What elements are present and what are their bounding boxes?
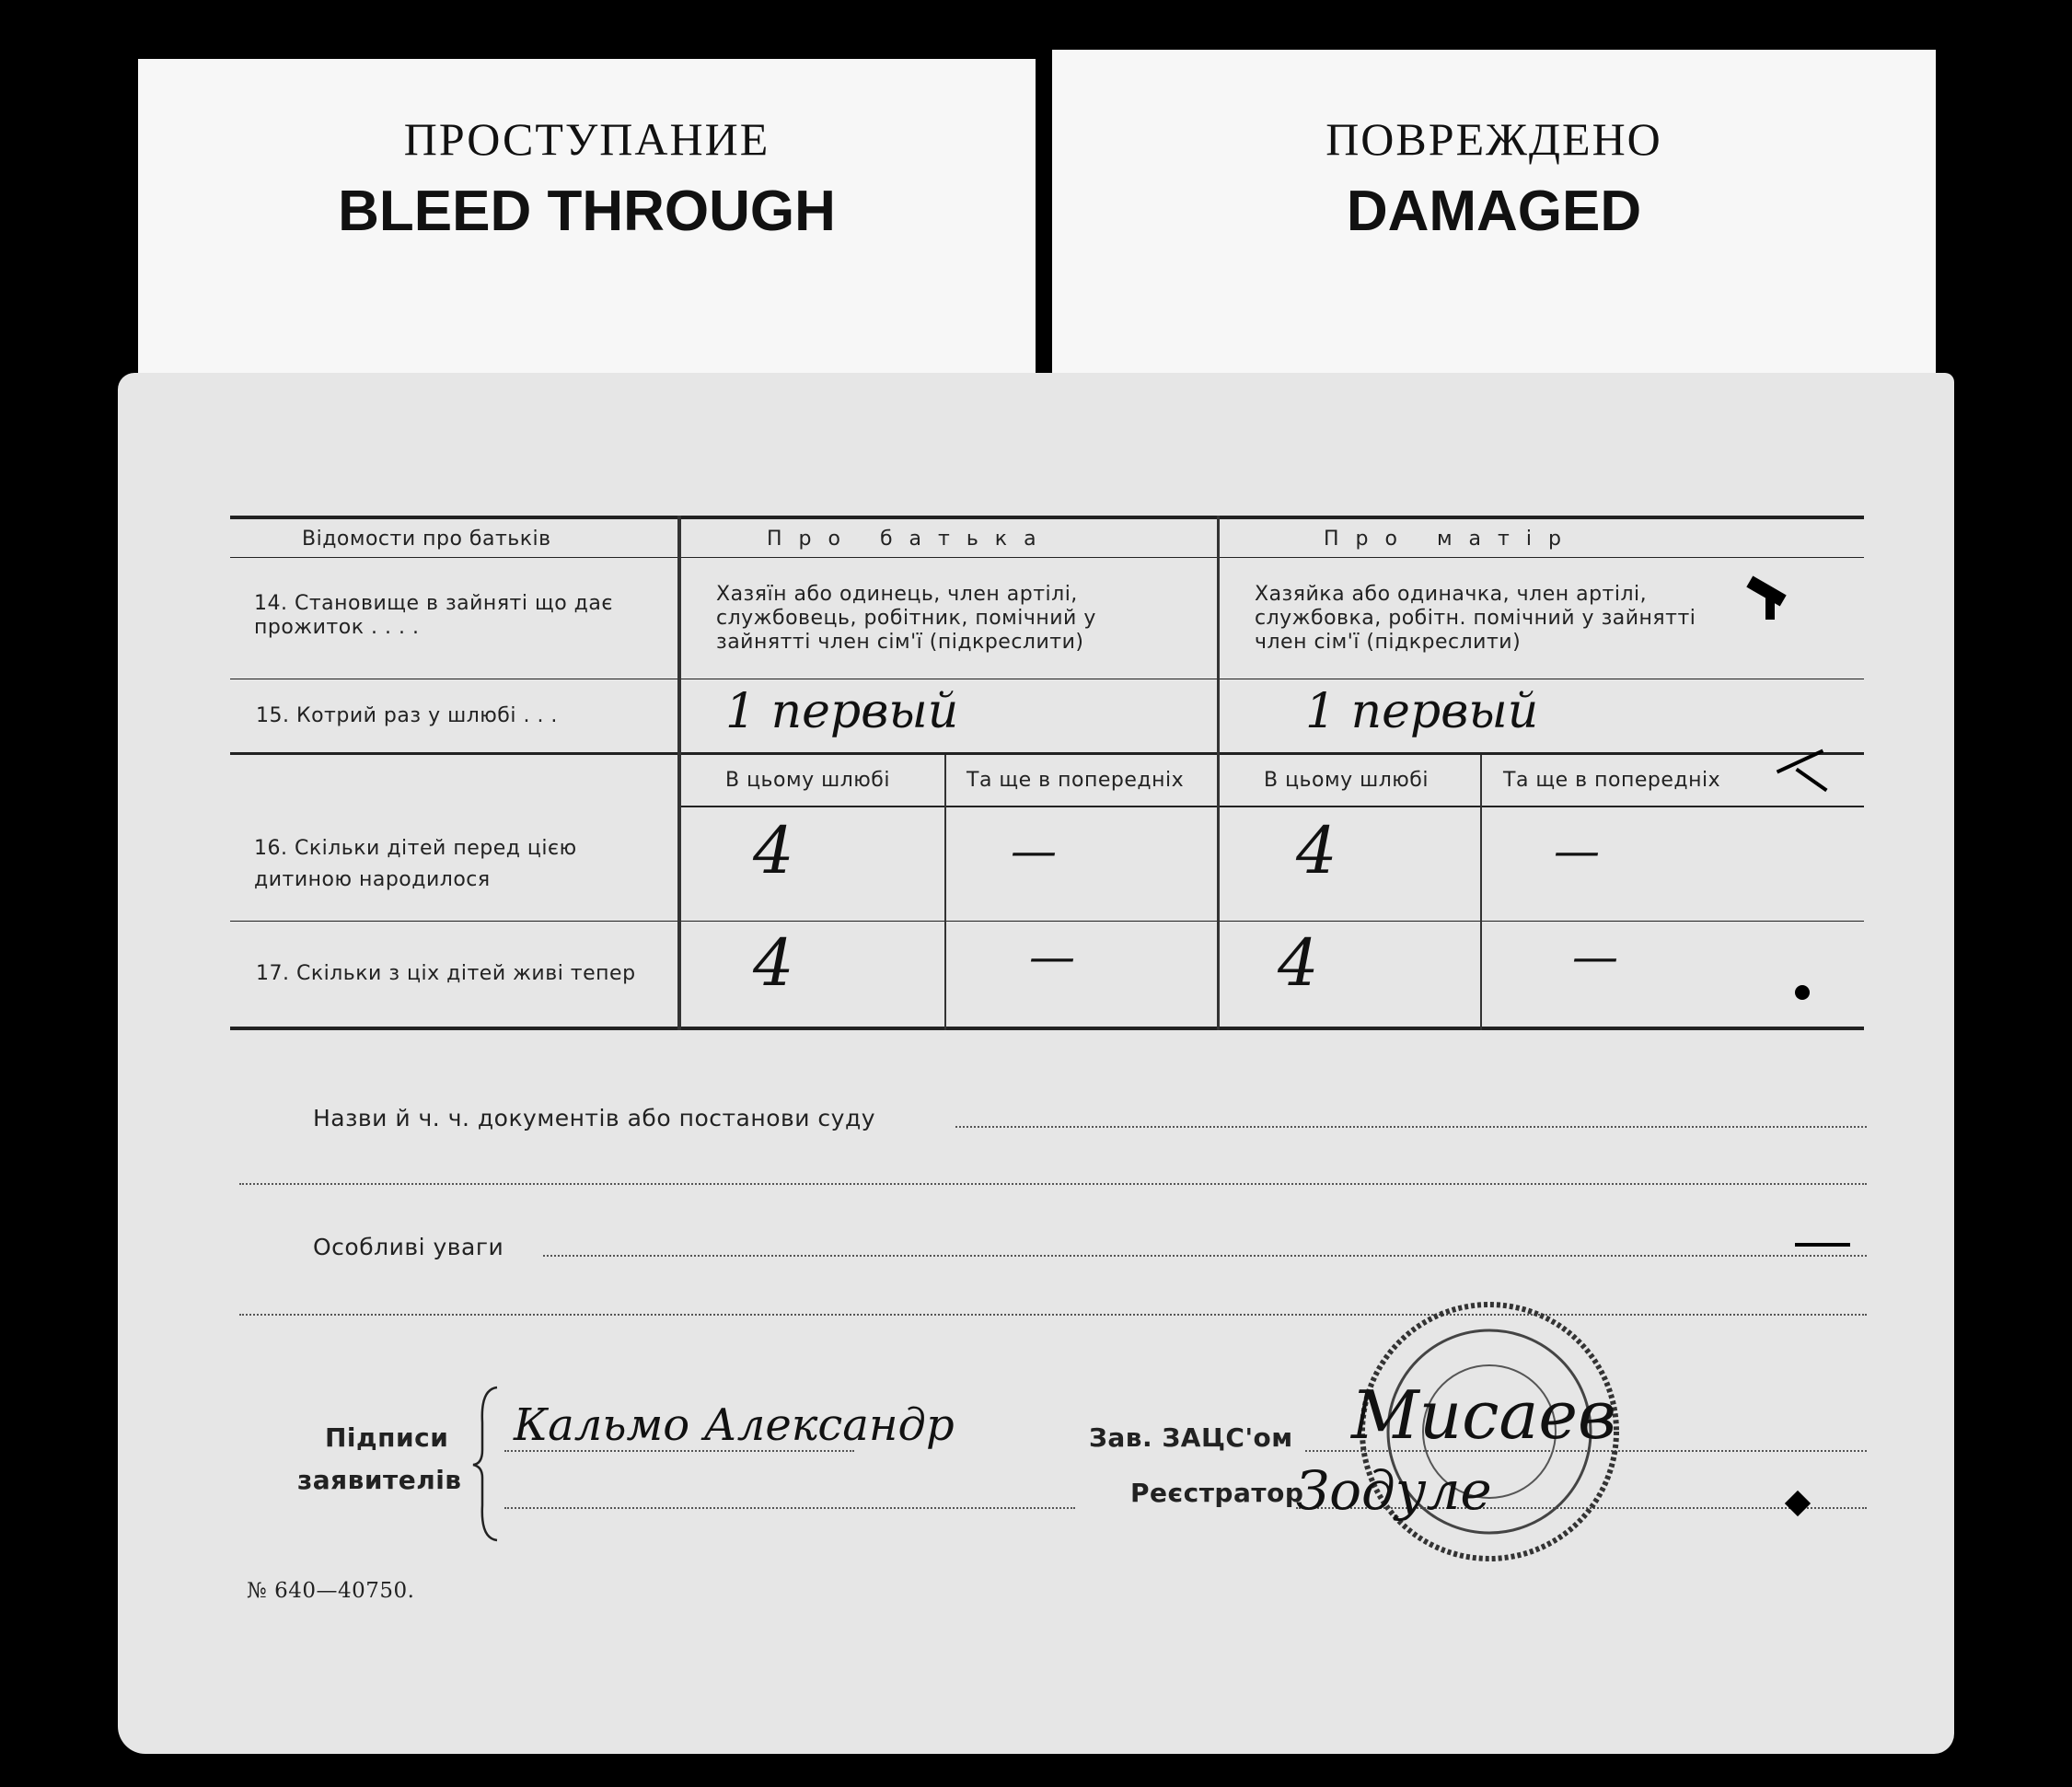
row16-father-prev: — — [1011, 824, 1057, 877]
signatures-brace — [469, 1386, 506, 1542]
row15-father-handwriting: 1 первый — [725, 684, 959, 739]
hole-mark-2 — [1785, 1491, 1811, 1516]
header-father: Про батька — [767, 528, 1053, 551]
father-previous-header: Та ще в попередніх — [967, 769, 1185, 792]
documents-label: Назви й ч. ч. документів або постанови суду — [313, 1105, 876, 1131]
documents-dotted-line — [955, 1126, 1867, 1128]
signatures-label-line2: заявителів — [297, 1465, 462, 1495]
row14-father-text: Хазяїн або одинець, член артілі, службовець, робітник, помічний у зайнятті член сім'ї (підкреслити) — [716, 583, 1096, 654]
hole-mark-1 — [1795, 985, 1810, 1000]
col-divider-1 — [677, 516, 681, 1030]
subheader-border — [677, 806, 1864, 807]
registration-form — [118, 373, 1954, 1754]
header-mother: Про матір — [1324, 528, 1578, 551]
card-left-ru-text: ПРОСТУПАНИЕ — [403, 113, 770, 165]
card-left-en-text: BLEED THROUGH — [338, 180, 836, 243]
mother-this-marriage-header: В цьому шлюбі — [1264, 769, 1429, 792]
applicant-line-2 — [504, 1507, 1075, 1509]
damaged-card — [1052, 50, 1936, 390]
col-divider-mother-sub — [1480, 755, 1482, 1030]
row15-border — [230, 752, 1864, 755]
row17-father-this: 4 — [753, 925, 794, 1001]
row16-father-this: 4 — [753, 813, 794, 888]
applicant-line-1 — [504, 1450, 854, 1452]
row14-label: 14. Становище в зайняті що дає прожиток . . . . — [254, 592, 613, 639]
row17-label: 17. Скільки з ціх дітей живі тепер — [256, 962, 636, 985]
applicant-signature: Кальмо Александр — [514, 1399, 955, 1451]
row15-label: 15. Котрий раз у шлюбі . . . — [256, 704, 558, 727]
remarks-dotted-line — [543, 1255, 1867, 1257]
row14-mother-text: Хазяйка або одиначка, член артілі, службовка, робітн. помічний у зайнятті член сім'ї (підкреслити) — [1255, 583, 1696, 654]
table-header-border — [230, 557, 1864, 558]
row16-mother-prev: — — [1554, 824, 1600, 877]
table-bottom-border — [230, 1027, 1864, 1030]
row17-mother-prev: — — [1572, 930, 1618, 983]
registrar-signature: Зодуле — [1296, 1459, 1492, 1522]
tear-mark-1b — [1765, 592, 1775, 620]
row16-label: 16. Скільки дітей перед цією дитиною народилося — [254, 837, 577, 891]
row16-border — [230, 921, 1864, 922]
col-divider-father-sub — [944, 755, 946, 1030]
head-signature: Мисаев — [1351, 1376, 1616, 1454]
row16-mother-this: 4 — [1296, 813, 1337, 888]
tear-mark-3 — [1795, 1243, 1850, 1247]
signatures-label-line1: Підписи — [325, 1422, 449, 1453]
bleed-through-card — [138, 59, 1036, 390]
col-divider-2 — [1217, 516, 1220, 1030]
header-parents: Відомости про батьків — [302, 528, 551, 551]
row17-father-prev: — — [1029, 930, 1075, 983]
card-right-ru-text: ПОВРЕЖДЕНО — [1325, 113, 1662, 165]
row15-mother-handwriting: 1 первый — [1305, 684, 1539, 739]
documents-dotted-line-2 — [239, 1183, 1867, 1185]
head-label: Зав. ЗАЦС'ом — [1089, 1422, 1293, 1453]
card-right-en-text: DAMAGED — [1346, 180, 1642, 243]
father-this-marriage-header: В цьому шлюбі — [725, 769, 890, 792]
registrar-label: Реєстратор — [1130, 1478, 1304, 1508]
tear-mark-2b — [1795, 768, 1827, 792]
form-number: № 640—40750. — [247, 1579, 415, 1603]
row17-mother-this: 4 — [1278, 925, 1319, 1001]
table-top-border — [230, 516, 1864, 519]
mother-previous-header: Та ще в попередніх — [1503, 769, 1721, 792]
remarks-label: Особливі уваги — [313, 1234, 504, 1260]
